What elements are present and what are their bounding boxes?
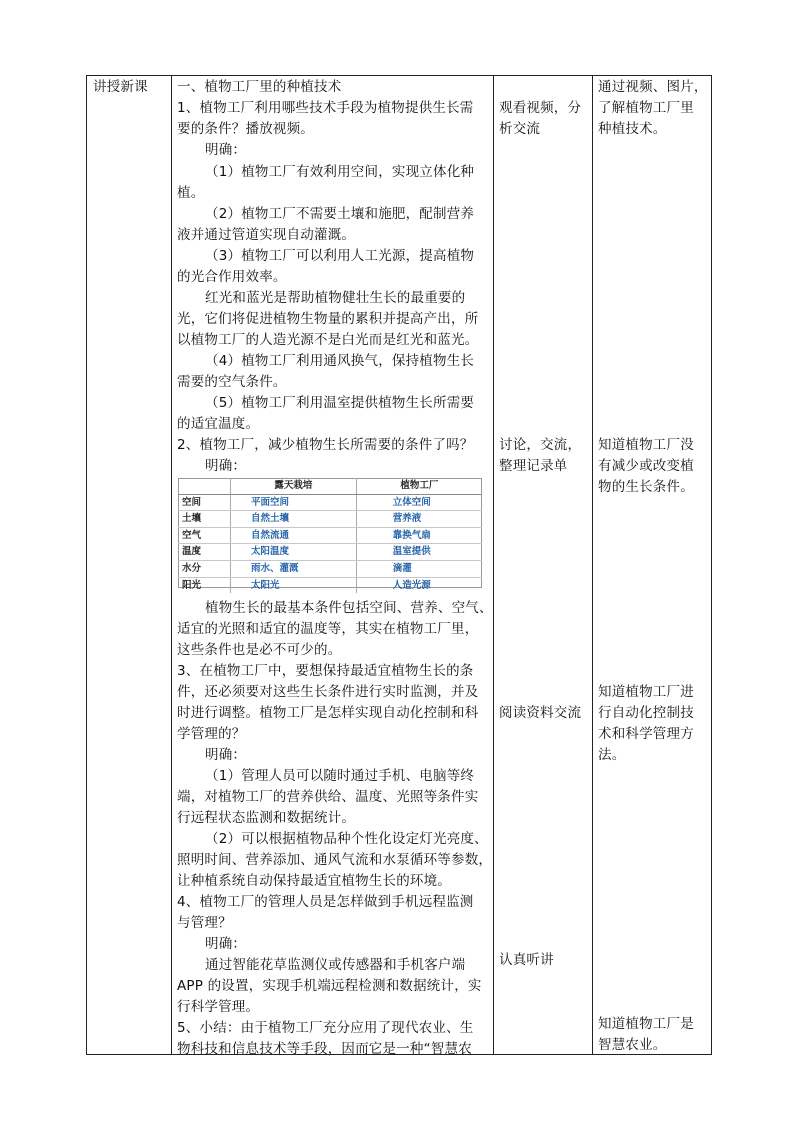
mgmt-point-2-cont2: 让种植系统自动保持最适宜植物生长的环境。 — [177, 873, 451, 889]
summary-conditions-cont2: 这些条件也是必不可少的。 — [177, 642, 342, 658]
question-3: 3、在植物工厂中，要想保持最适宜植物生长的条 — [177, 663, 474, 679]
comparison-table — [178, 478, 482, 593]
question-1: 1、植物工厂利用哪些技术手段为植物提供生长需 — [177, 100, 474, 116]
remote-answer: 通过智能花草监测仪或传感器和手机客户端 — [205, 957, 466, 973]
plant-factory-value: 营养液 — [356, 511, 482, 528]
intent-b: 知道植物工厂没 — [598, 437, 694, 453]
remote-answer-cont1: APP 的设置，实现手机端远程检测和数据统计，实 — [177, 978, 482, 994]
row-label: 水分 — [178, 560, 231, 577]
intent-c-cont1: 行自动化控制技 — [598, 705, 694, 721]
comparison-row — [178, 560, 482, 577]
point-4-cont: 需要的空气条件。 — [177, 374, 287, 390]
heading-planting-tech: 一、植物工厂里的种植技术 — [177, 79, 342, 95]
intent-b-cont1: 有减少或改变植 — [598, 458, 694, 474]
clarify-label: 明确： — [205, 142, 247, 158]
open-field-value: 雨水、灌溉 — [231, 560, 357, 577]
clarify-label: 明确： — [205, 936, 247, 952]
mgmt-point-2-cont1: 照明时间、营养添加、通风气流和水泵循环等参数， — [177, 852, 493, 868]
question-3-cont1: 件，还必须要对这些生长条件进行实时监测，并及 — [177, 684, 479, 700]
intent-d-cont: 智慧农业。 — [598, 1037, 667, 1053]
intent-d: 知道植物工厂是 — [598, 1016, 694, 1032]
open-field-value: 平面空间 — [231, 494, 357, 511]
remote-answer-cont2: 行科学管理。 — [177, 999, 260, 1015]
question-2: 2、植物工厂，减少植物生长所需要的条件了吗？ — [177, 437, 474, 453]
comparison-header-row — [178, 478, 482, 494]
point-2: （2）植物工厂不需要土壤和施肥，配制营养 — [205, 206, 475, 222]
plant-factory-value: 滴灌 — [356, 560, 482, 577]
light-note-cont1: 光，它们将促进植物生物量的累积并提高产出，所 — [177, 311, 479, 327]
point-5: （5）植物工厂利用温室提供植物生长所需要 — [205, 395, 475, 411]
plant-factory-value: 人造光源 — [356, 577, 482, 593]
section-cell — [87, 76, 172, 1055]
plant-factory-value: 立体空间 — [356, 494, 482, 511]
intent-a-cont1: 了解植物工厂里 — [598, 100, 694, 116]
intent-c: 知道植物工厂进 — [598, 684, 694, 700]
comparison-row — [178, 494, 482, 511]
open-field-value: 自然土壤 — [231, 511, 357, 528]
activity-listen: 认真听讲 — [499, 952, 554, 968]
section-label: 讲授新课 — [93, 79, 148, 95]
intent-b-cont2: 物的生长条件。 — [598, 479, 694, 495]
mgmt-point-1: （1）管理人员可以随时通过手机、电脑等终 — [205, 768, 475, 784]
question-3-cont3: 学管理的？ — [177, 726, 246, 742]
content-cell — [172, 76, 494, 1055]
summary-conditions: 植物生长的最基本条件包括空间、营养、空气、 — [205, 600, 493, 616]
summary-5-cont: 物科技和信息技术等手段，因而它是一种“智慧农 — [177, 1041, 472, 1057]
row-label: 空气 — [178, 527, 231, 544]
question-1-cont: 要的条件？播放视频。 — [177, 121, 314, 137]
row-label: 阳光 — [182, 579, 202, 591]
intent-a-cont2: 种植技术。 — [598, 121, 667, 137]
light-note-cont2: 以植物工厂的人造光源不是白光而是红光和蓝光。 — [177, 332, 479, 348]
plant-factory-value: 靠换气扇 — [356, 527, 482, 544]
lesson-row — [87, 76, 712, 1055]
intent-a: 通过视频、图片， — [598, 79, 708, 95]
lesson-plan-table — [86, 75, 712, 1055]
point-1: （1）植物工厂有效利用空间，实现立体化种 — [205, 164, 475, 180]
point-4: （4）植物工厂利用通风换气，保持植物生长 — [205, 353, 475, 369]
open-field-value: 太阳温度 — [231, 544, 357, 561]
activity-discuss-cont: 整理记录单 — [499, 458, 568, 474]
mgmt-point-1-cont1: 端，对植物工厂的营养供给、温度、光照等条件实 — [177, 789, 479, 805]
comparison-header-open-field: 露天栽培 — [231, 478, 357, 494]
plant-factory-value: 温室提供 — [356, 544, 482, 561]
activity-watch-video: 观看视频，分 — [499, 100, 582, 116]
comparison-header-plant-factory: 植物工厂 — [356, 478, 482, 494]
point-3: （3）植物工厂可以利用人工光源，提高植物 — [205, 248, 475, 264]
comparison-header-blank — [178, 478, 231, 494]
summary-5: 5、小结：由于植物工厂充分应用了现代农业、生 — [177, 1020, 474, 1036]
question-4: 4、植物工厂的管理人员是怎样做到手机远程监测 — [177, 894, 474, 910]
light-note: 红光和蓝光是帮助植物健壮生长的最重要的 — [205, 290, 466, 306]
mgmt-point-2: （2）可以根据植物品种个性化设定灯光亮度、 — [205, 831, 488, 847]
row-label: 空间 — [178, 494, 231, 511]
comparison-row — [178, 544, 482, 561]
question-4-cont: 与管理？ — [177, 915, 232, 931]
mgmt-point-1-cont2: 行远程状态监测和数据统计。 — [177, 810, 356, 826]
activity-read: 阅读资料交流 — [499, 705, 582, 721]
intent-c-cont3: 法。 — [598, 747, 626, 763]
clarify-label: 明确： — [205, 458, 247, 474]
comparison-row — [178, 527, 482, 544]
design-intent-cell — [593, 76, 712, 1055]
summary-conditions-cont1: 适宜的光照和适宜的温度等，其实在植物工厂里， — [177, 621, 479, 637]
comparison-row — [178, 511, 482, 528]
point-1-cont: 植。 — [177, 185, 205, 201]
point-3-cont: 的光合作用效率。 — [177, 269, 287, 285]
point-5-cont: 的适宜温度。 — [177, 416, 260, 432]
activity-watch-video-cont: 析交流 — [499, 121, 541, 137]
open-field-value: 太阳光 — [231, 577, 357, 593]
student-activity-cell — [494, 76, 593, 1055]
clarify-label: 明确： — [205, 747, 247, 763]
activity-discuss: 讨论，交流， — [499, 437, 582, 453]
content-text — [172, 76, 493, 1057]
intent-c-cont2: 术和科学管理方 — [598, 726, 694, 742]
row-label: 温度 — [178, 544, 231, 561]
point-2-cont: 液并通过管道实现自动灌溉。 — [177, 227, 356, 243]
row-label: 土壤 — [178, 511, 231, 528]
question-3-cont2: 时进行调整。植物工厂是怎样实现自动化控制和科 — [177, 705, 479, 721]
comparison-row — [178, 577, 482, 593]
open-field-value: 自然流通 — [231, 527, 357, 544]
